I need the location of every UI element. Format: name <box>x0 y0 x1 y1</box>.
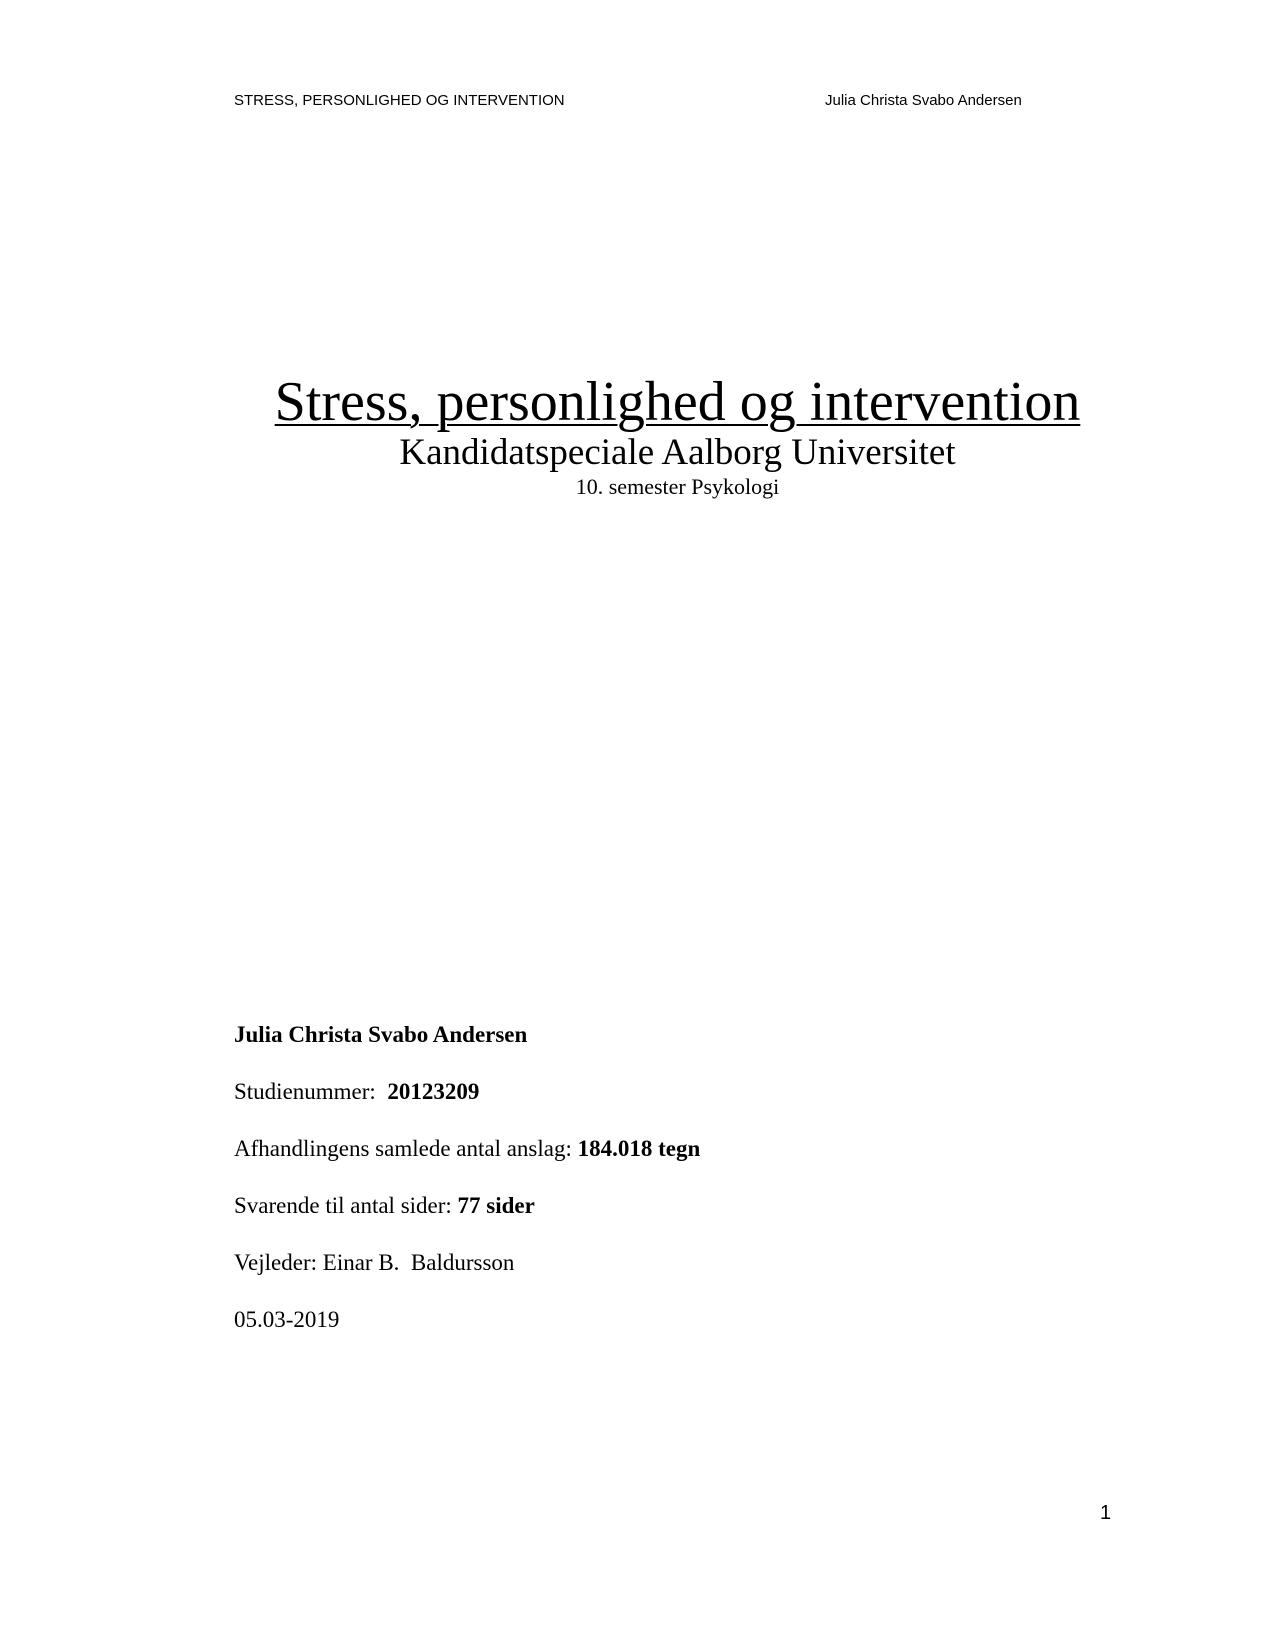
thesis-info <box>234 1022 700 1364</box>
page-header-left: STRESS, PERSONLIGHED OG INTERVENTION <box>234 92 565 109</box>
document-title: Stress, personlighed og intervention <box>274 371 1081 433</box>
title-block <box>0 372 1275 500</box>
author-name: Julia Christa Svabo Andersen <box>234 1022 528 1047</box>
page-count-value: 77 sider <box>457 1193 535 1218</box>
character-count-value: 184.018 tegn <box>577 1136 701 1161</box>
semester-line: 10. semester Psykologi <box>575 474 780 499</box>
document-subtitle: Kandidatspeciale Aalborg Universitet <box>399 432 956 473</box>
supervisor-line: Vejleder: Einar B. Baldursson <box>234 1250 515 1275</box>
student-number-label: Studienummer: <box>234 1079 388 1104</box>
page-count-line <box>234 1193 700 1250</box>
student-number-line <box>234 1079 700 1136</box>
date-line: 05.03-2019 <box>234 1307 340 1332</box>
character-count-line <box>234 1136 700 1193</box>
student-number-value: 20123209 <box>387 1079 480 1104</box>
page-number: 1 <box>1100 1502 1112 1524</box>
page-count-label: Svarende til antal sider: <box>234 1193 458 1218</box>
page-header-right: Julia Christa Svabo Andersen <box>825 92 1022 109</box>
character-count-label: Afhandlingens samlede antal anslag: <box>234 1136 578 1161</box>
